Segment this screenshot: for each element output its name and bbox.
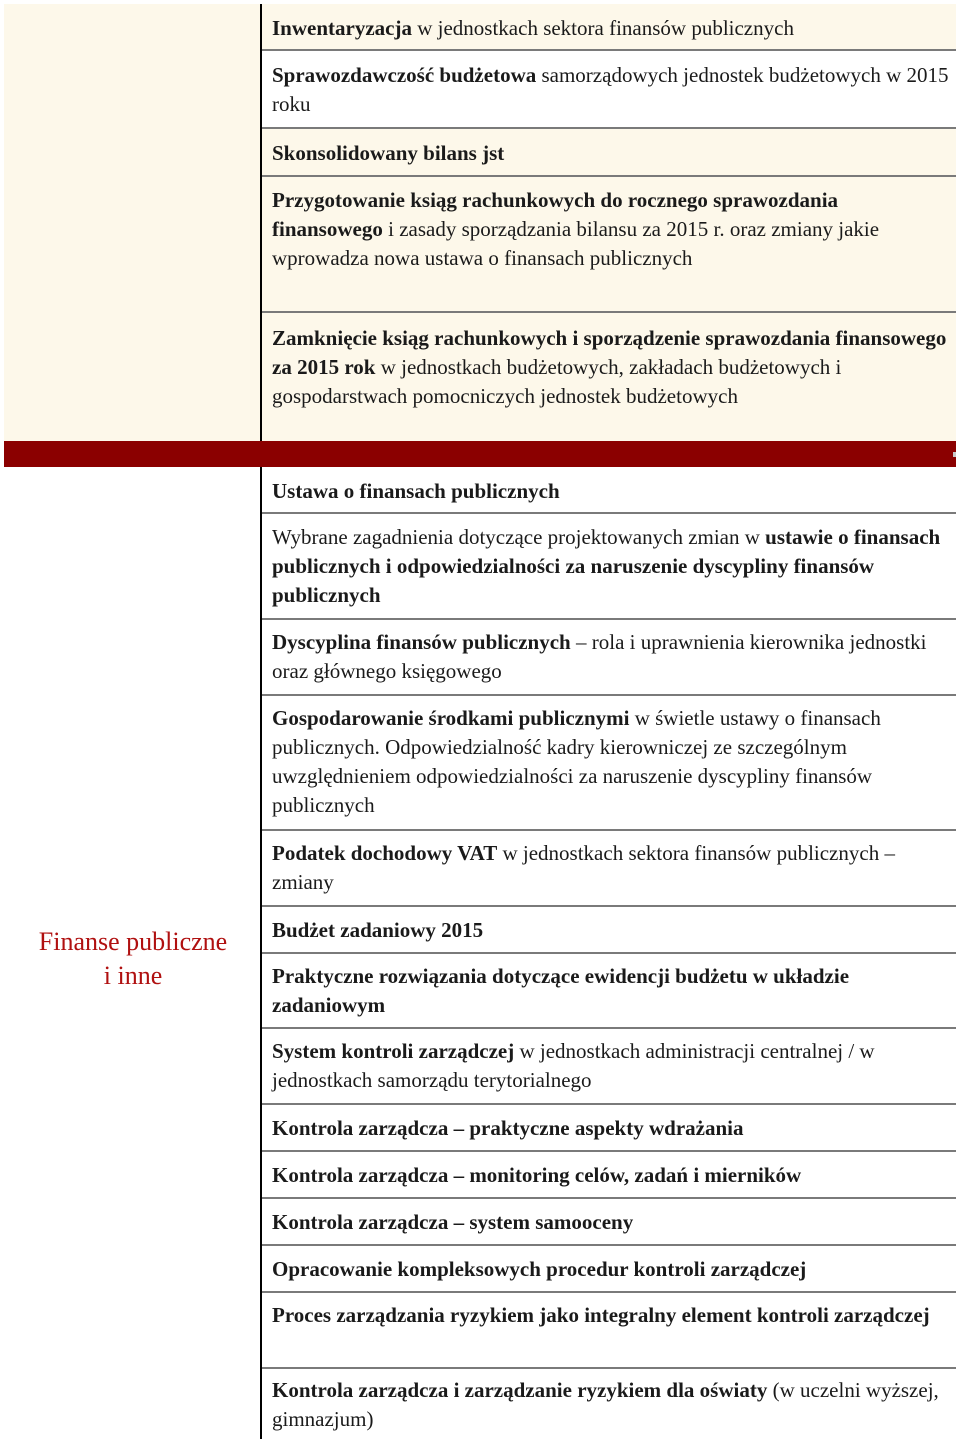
course-detail: w jednostkach sektora finansów publicznych (411, 16, 794, 40)
section-divider-bar (4, 441, 956, 467)
course-row (262, 620, 956, 696)
course-title: Sprawozdawczość budżetowa (272, 63, 537, 87)
category-cell (4, 467, 262, 1439)
course-row (262, 177, 956, 313)
bottom-section (4, 467, 956, 1439)
course-row (262, 514, 956, 620)
course-title: Ustawa o finansach publicznych (272, 479, 560, 503)
course-detail: Wybrane zagadnienia dotyczące projektowanych zmian w (272, 525, 766, 549)
course-row (262, 954, 956, 1029)
course-row (262, 1369, 956, 1439)
category-title-line2: i inne (103, 961, 163, 990)
course-detail: i zasady sporządzania bilansu za 2015 r. oraz zmiany jakie wprowadza nowa ustawa o finansach publicznych (272, 217, 880, 270)
course-title: Gospodarowanie środkami publicznymi (272, 706, 630, 730)
course-row (262, 129, 956, 177)
course-title: Podatek dochodowy VAT (272, 841, 498, 865)
course-row (262, 696, 956, 831)
course-title: System kontroli zarządczej (272, 1039, 515, 1063)
course-row (262, 1029, 956, 1105)
course-title: Kontrola zarządcza – system samooceny (272, 1210, 634, 1234)
course-title: Praktyczne rozwiązania dotyczące ewidencji budżetu w układzie zadaniowym (272, 964, 850, 1017)
course-row (262, 1105, 956, 1152)
course-row (262, 1152, 956, 1199)
course-detail: samorządowych jednostek budżetowych w 2015 roku (272, 63, 949, 116)
course-title: Kontrola zarządcza – praktyczne aspekty wdrażania (272, 1116, 744, 1140)
top-section (4, 4, 956, 441)
course-title: ustawie o finansach publicznych i odpowiedzialności za naruszenie dyscypliny finansów publicznych (272, 525, 941, 607)
course-title: Inwentaryzacja (272, 16, 412, 40)
course-detail: w jednostkach administracji centralnej / w jednostkach samorządu terytorialnego (272, 1039, 875, 1092)
course-row (262, 1246, 956, 1293)
course-detail: (w uczelni wyższej, gimnazjum) (272, 1378, 939, 1431)
course-title: Budżet zadaniowy 2015 (272, 918, 484, 942)
course-row (262, 831, 956, 907)
category-title-line1: Finanse publiczne (38, 927, 228, 956)
course-row (262, 907, 956, 954)
course-title: Dyscyplina finansów publicznych (272, 630, 571, 654)
course-row (262, 467, 956, 514)
course-detail: – rola i uprawnienia kierownika jednostki oraz głównego księgowego (272, 630, 927, 683)
course-title: Zamknięcie ksiąg rachunkowych i sporządzenie sprawozdania finansowego za 2015 rok (272, 326, 947, 379)
top-course-list (262, 4, 956, 441)
course-title: Kontrola zarządcza i zarządzanie ryzykiem dla oświaty (272, 1378, 768, 1402)
course-detail: w świetle ustawy o finansach publicznych. Odpowiedzialność kadry kierowniczej ze szczególnym uwzględnieniem odpowiedzialności za naruszenie dyscypliny finansów publicznych (272, 706, 881, 817)
course-row (262, 1293, 956, 1369)
course-row (262, 4, 956, 51)
course-title: Przygotowanie ksiąg rachunkowych do rocznego sprawozdania finansowego (272, 188, 839, 241)
course-row (262, 51, 956, 129)
category-title (4, 925, 262, 993)
divider-marker (953, 452, 956, 457)
course-row (262, 313, 956, 441)
top-category-cell (4, 4, 262, 441)
course-list (262, 467, 956, 1439)
course-title: Opracowanie kompleksowych procedur kontroli zarządczej (272, 1257, 807, 1281)
course-detail: w jednostkach sektora finansów publicznych – zmiany (272, 841, 895, 894)
course-row (262, 1199, 956, 1246)
course-title: Proces zarządzania ryzykiem jako integralny element kontroli zarządczej (272, 1303, 930, 1327)
course-detail: w jednostkach budżetowych, zakładach budżetowych i gospodarstwach pomocniczych jednostek budżetowych (272, 355, 842, 408)
course-title: Skonsolidowany bilans jst (272, 141, 505, 165)
course-title: Kontrola zarządcza – monitoring celów, zadań i mierników (272, 1163, 802, 1187)
